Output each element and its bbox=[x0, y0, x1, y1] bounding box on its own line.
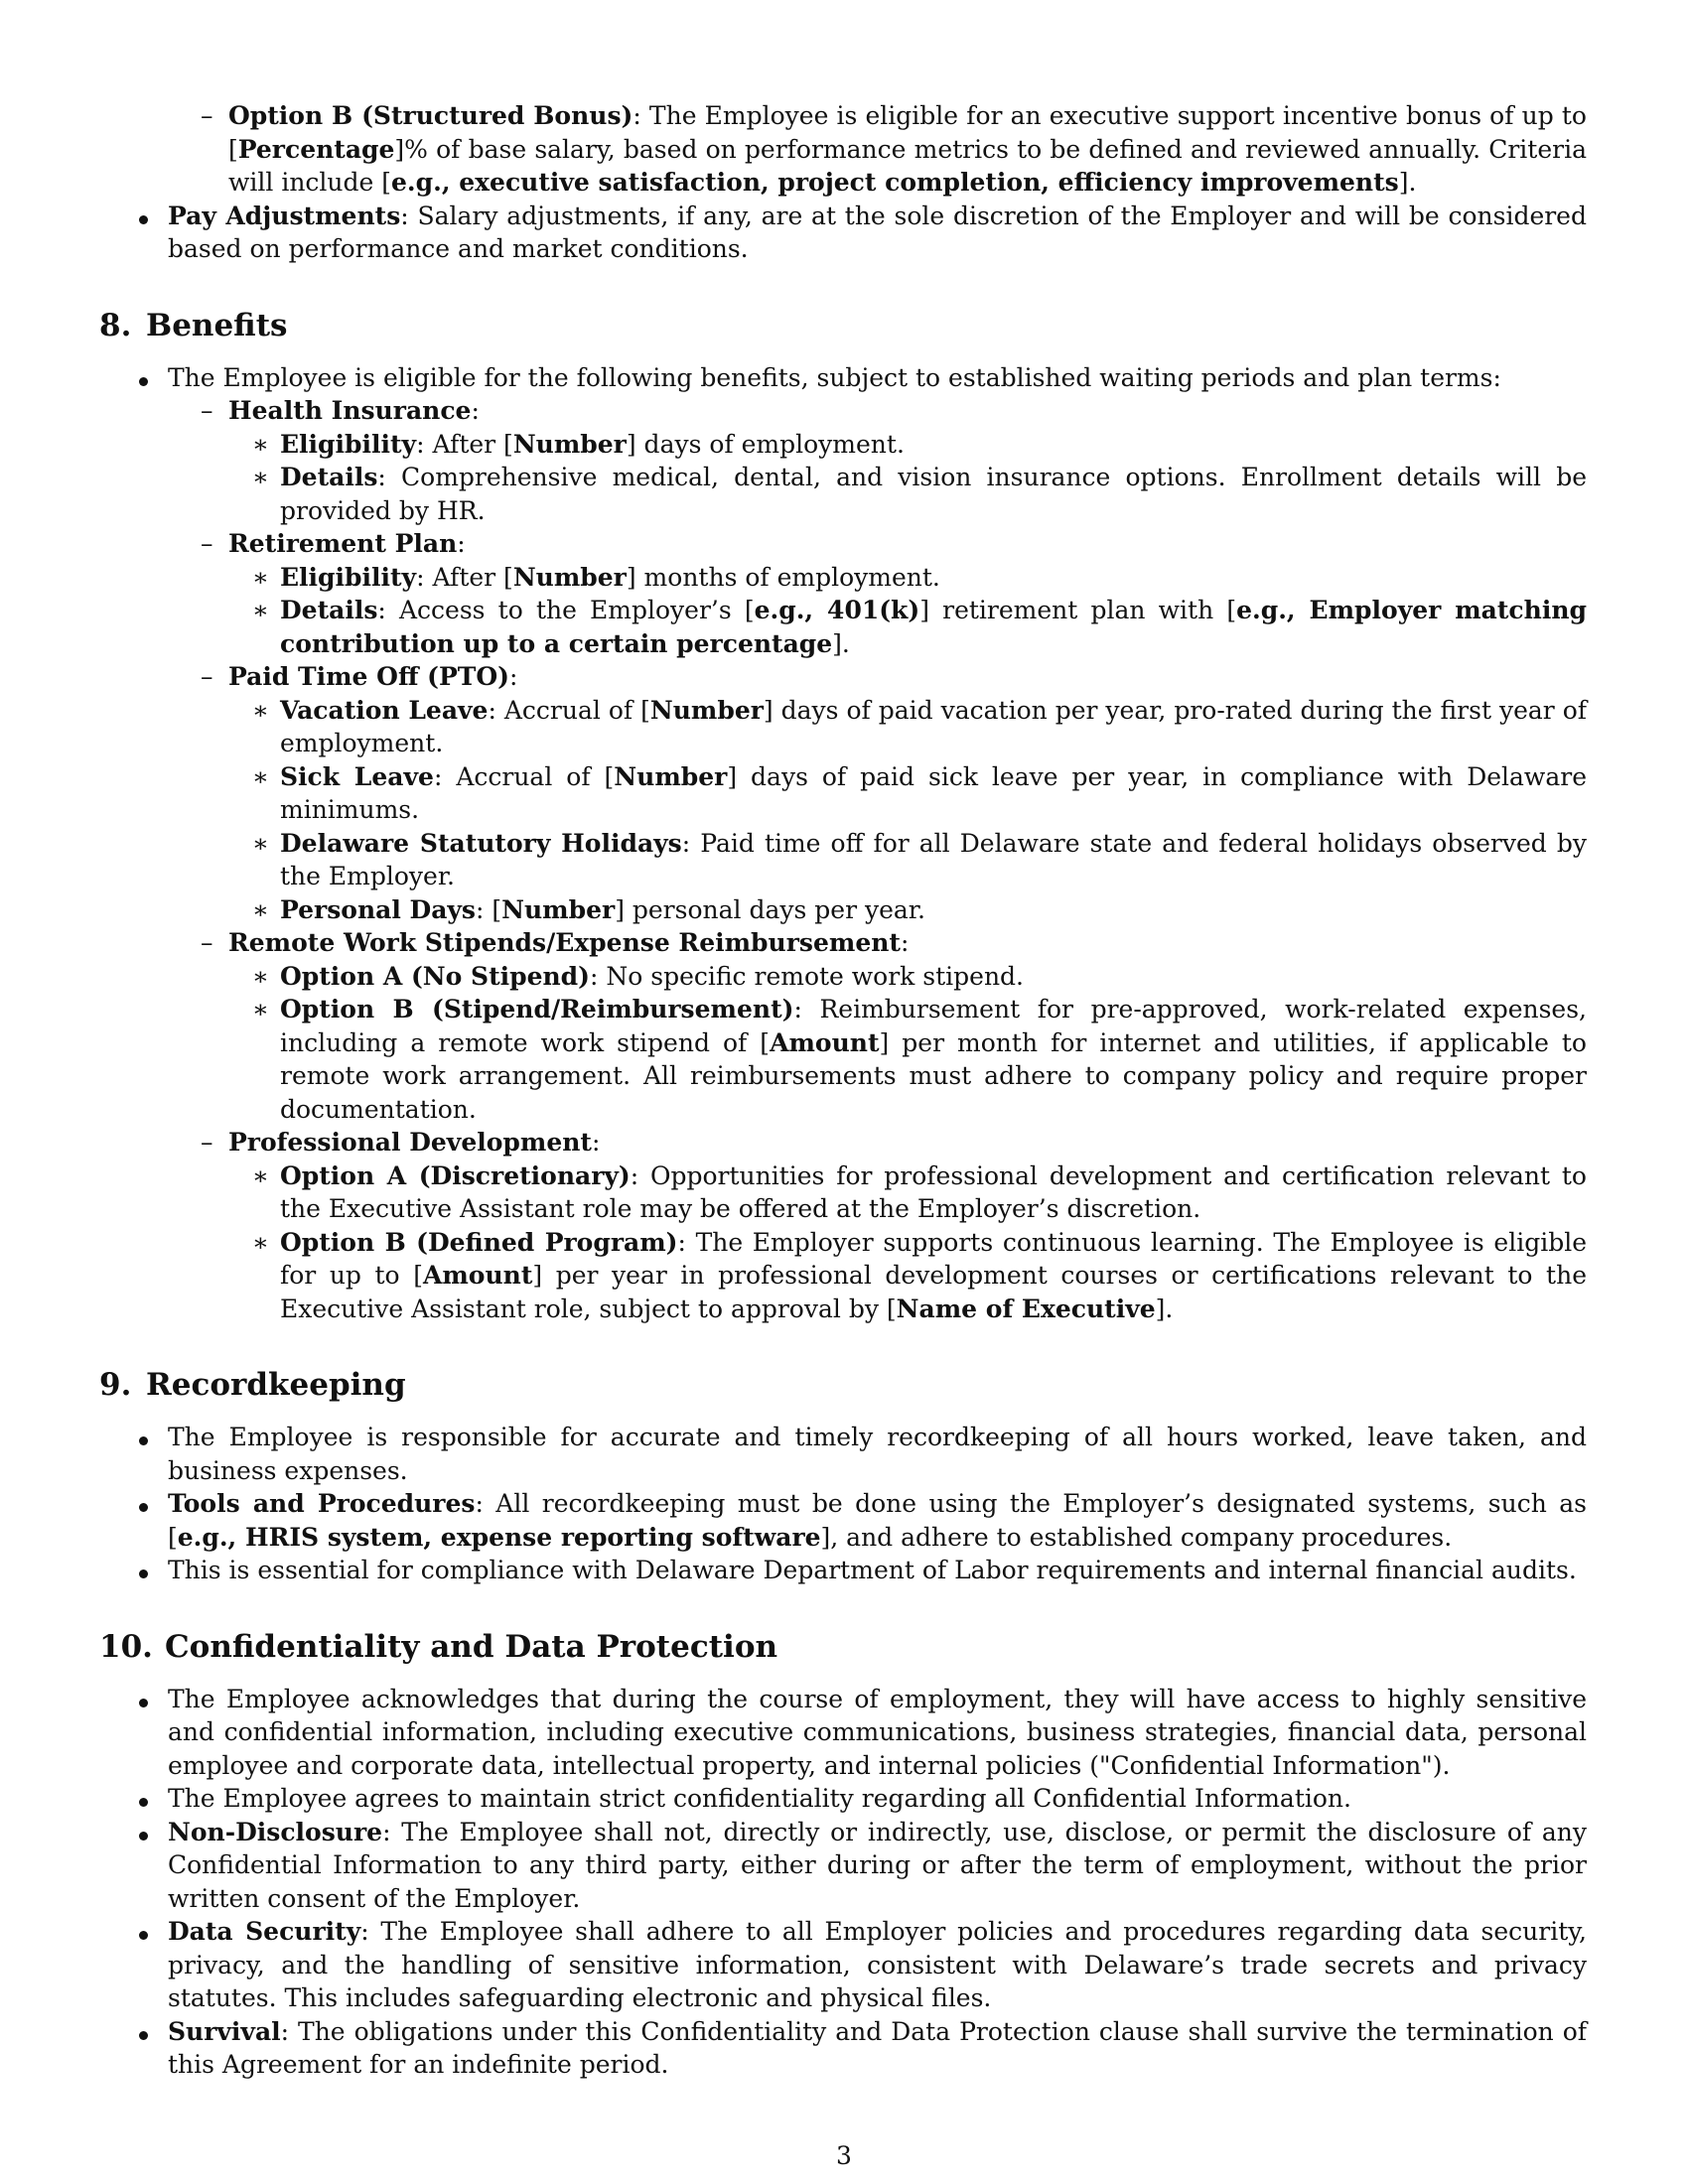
item-text: ] retirement plan with [ bbox=[919, 596, 1237, 624]
item-text: : The Employee is eligible for an executive support incentive bonus of up to [ bbox=[228, 101, 1587, 164]
asterisk-item bbox=[99, 827, 1587, 893]
bullet-marker bbox=[139, 1487, 148, 1521]
item-text: ] personal days per year. bbox=[615, 894, 925, 924]
placeholder-field: e.g., 401(k) bbox=[754, 596, 920, 624]
item-text: : Accrual of [ bbox=[488, 695, 650, 725]
item-label: Details bbox=[280, 596, 378, 624]
bullet-marker bbox=[139, 1782, 148, 1816]
asterisk-item bbox=[99, 428, 1587, 462]
placeholder-field: e.g., HRIS system, expense reporting software bbox=[177, 1522, 821, 1552]
item-label: Paid Time Off (PTO) bbox=[228, 662, 510, 691]
bullet-item bbox=[99, 1915, 1587, 2015]
item-label: Eligibility bbox=[280, 562, 417, 592]
dash-marker: – bbox=[201, 529, 213, 558]
placeholder-field: Number bbox=[512, 429, 627, 459]
section-heading bbox=[99, 1627, 1587, 1667]
asterisk-item bbox=[99, 694, 1587, 760]
item-text: The Employee is responsible for accurate and timely recordkeeping of all hours worked, leave taken, and business expenses. bbox=[168, 1423, 1587, 1485]
dash-marker: – bbox=[201, 101, 213, 130]
dash-item bbox=[99, 926, 1587, 960]
section-title: Benefits bbox=[146, 307, 288, 343]
bullet-item bbox=[99, 1683, 1587, 1783]
asterisk-marker: ∗ bbox=[252, 695, 269, 725]
bullet-marker bbox=[139, 1683, 148, 1716]
item-label: Retirement Plan bbox=[228, 529, 458, 558]
bullet-marker bbox=[139, 1421, 148, 1454]
asterisk-marker: ∗ bbox=[252, 562, 269, 592]
item-text: : All recordkeeping must be done using the Employer’s designated systems, such as [ bbox=[168, 1489, 1587, 1552]
placeholder-field: e.g., Employer matching contribution up to a certain percentage bbox=[280, 596, 1587, 658]
section-number: 8. bbox=[99, 307, 132, 343]
item-label: Tools and Procedures bbox=[168, 1489, 476, 1518]
item-text: : The Employee shall not, directly or indirectly, use, disclose, or permit the disclosure of any Confidential Information to any third party, either during or after the term of employment, without the prior written consent of the Employer. bbox=[168, 1817, 1587, 1913]
asterisk-marker: ∗ bbox=[252, 828, 269, 858]
bullet-marker bbox=[139, 2015, 148, 2049]
item-text: : Reimbursement for pre-approved, work-related expenses, including a remote work stipend of [ bbox=[280, 995, 1587, 1057]
bullet-marker bbox=[139, 1816, 148, 1849]
item-text: : Accrual of [ bbox=[433, 761, 615, 791]
item-text: : After [ bbox=[416, 429, 513, 459]
item-text: The Employee agrees to maintain strict confidentiality regarding all Confidential Information. bbox=[168, 1784, 1351, 1813]
bullet-item bbox=[99, 200, 1587, 266]
dash-item bbox=[99, 394, 1587, 428]
item-text: ]. bbox=[832, 628, 850, 658]
item-label: Option A (No Stipend) bbox=[280, 961, 590, 991]
asterisk-marker: ∗ bbox=[252, 429, 269, 459]
placeholder-field: Number bbox=[649, 695, 764, 725]
item-label: Option A (Discretionary) bbox=[280, 1160, 631, 1190]
dash-marker: – bbox=[201, 396, 213, 425]
placeholder-field: e.g., executive satisfaction, project completion, efficiency improvements bbox=[391, 168, 1399, 197]
item-label: Option B (Structured Bonus) bbox=[228, 101, 633, 130]
item-text: ] days of paid vacation per year, pro-rated during the first year of employment. bbox=[280, 695, 1587, 757]
item-text: : Paid time off for all Delaware state and federal holidays observed by the Employer. bbox=[280, 828, 1587, 890]
item-text: : bbox=[509, 662, 518, 691]
asterisk-marker: ∗ bbox=[252, 596, 269, 624]
bullet-item bbox=[99, 1554, 1587, 1587]
item-label: Data Security bbox=[168, 1917, 361, 1946]
asterisk-marker: ∗ bbox=[252, 761, 269, 791]
placeholder-field: Name of Executive bbox=[896, 1294, 1156, 1323]
asterisk-marker: ∗ bbox=[252, 463, 269, 491]
item-text: ] per year in professional development courses or certifications relevant to the Executive Assistant role, subject to approval by [ bbox=[280, 1261, 1587, 1323]
asterisk-marker: ∗ bbox=[252, 995, 269, 1024]
placeholder-field: Percentage bbox=[237, 134, 395, 164]
item-text: ]. bbox=[1155, 1294, 1174, 1323]
asterisk-item bbox=[99, 1226, 1587, 1326]
placeholder-field: Number bbox=[501, 894, 616, 924]
item-text: : bbox=[900, 928, 910, 957]
item-text: : The obligations under this Confidentiality and Data Protection clause shall survive the termination of this Agreement for an indefinite period. bbox=[168, 2016, 1587, 2079]
bullet-marker bbox=[139, 361, 148, 395]
dash-marker: – bbox=[201, 1128, 213, 1157]
section-title: Recordkeeping bbox=[146, 1367, 406, 1403]
item-text: : Salary adjustments, if any, are at the sole discretion of the Employer and will be considered based on performance and market conditions. bbox=[168, 201, 1587, 263]
asterisk-marker: ∗ bbox=[252, 1160, 269, 1190]
bullet-item bbox=[99, 1421, 1587, 1487]
item-label: Survival bbox=[168, 2016, 281, 2046]
asterisk-marker: ∗ bbox=[252, 1227, 269, 1257]
dash-marker: – bbox=[201, 928, 213, 957]
section-number: 10. bbox=[99, 1628, 153, 1665]
item-label: Option B (Stipend/Reimbursement) bbox=[280, 995, 794, 1024]
asterisk-item bbox=[99, 461, 1587, 527]
item-text: : After [ bbox=[416, 562, 513, 592]
bullet-item bbox=[99, 1782, 1587, 1816]
bullet-marker bbox=[139, 1554, 148, 1587]
asterisk-item bbox=[99, 960, 1587, 994]
item-text: : bbox=[457, 529, 466, 558]
section-number: 9. bbox=[99, 1367, 132, 1403]
document-content bbox=[99, 99, 1587, 2082]
dash-marker: – bbox=[201, 662, 213, 691]
section-heading bbox=[99, 306, 1587, 345]
dash-item bbox=[99, 660, 1587, 694]
item-text: The Employee acknowledges that during the course of employment, they will have access to highly sensitive and confidential information, including executive communications, business strategies, financial data, personal employee and corporate data, intellectual property, and internal policies ("Confidential Information"). bbox=[168, 1684, 1587, 1780]
item-text: ]. bbox=[1398, 168, 1417, 197]
dash-item bbox=[99, 527, 1587, 561]
bullet-item bbox=[99, 361, 1587, 395]
item-text: : bbox=[471, 396, 480, 425]
bullet-marker bbox=[139, 1915, 148, 1949]
page-number: 3 bbox=[836, 2141, 852, 2170]
bullet-item bbox=[99, 1816, 1587, 1916]
item-label: Non-Disclosure bbox=[168, 1817, 383, 1846]
asterisk-item bbox=[99, 760, 1587, 827]
item-text: ] per month for internet and utilities, if applicable to remote work arrangement. All reimbursements must adhere to company policy and require proper documentation. bbox=[280, 1027, 1587, 1124]
bullet-item bbox=[99, 1487, 1587, 1554]
item-label: Details bbox=[280, 463, 378, 491]
asterisk-item bbox=[99, 561, 1587, 595]
item-text: ]% of base salary, based on performance metrics to be defined and reviewed annually. Criteria will include [ bbox=[228, 134, 1587, 197]
item-label: Personal Days bbox=[280, 894, 477, 924]
item-text: ], and adhere to established company procedures. bbox=[820, 1522, 1453, 1552]
placeholder-field: Number bbox=[614, 761, 728, 791]
dash-item bbox=[99, 1126, 1587, 1160]
asterisk-marker: ∗ bbox=[252, 961, 269, 991]
asterisk-item bbox=[99, 993, 1587, 1126]
asterisk-marker: ∗ bbox=[252, 894, 269, 924]
asterisk-item bbox=[99, 1160, 1587, 1226]
item-label: Remote Work Stipends/Expense Reimbursement bbox=[228, 928, 901, 957]
bonus-continuation bbox=[99, 99, 1587, 266]
item-label: Sick Leave bbox=[280, 761, 434, 791]
item-text: ] months of employment. bbox=[626, 562, 940, 592]
item-label: Pay Adjustments bbox=[168, 201, 401, 230]
item-text: : Access to the Employer’s [ bbox=[377, 596, 755, 624]
item-text: The Employee is eligible for the following benefits, subject to established waiting periods and plan terms: bbox=[168, 362, 1501, 392]
item-label: Option B (Defined Program) bbox=[280, 1227, 678, 1257]
item-text: : No specific remote work stipend. bbox=[590, 961, 1024, 991]
item-label: Eligibility bbox=[280, 429, 417, 459]
sections-container bbox=[99, 306, 1587, 2082]
item-text: : Opportunities for professional development and certification relevant to the Executive Assistant role may be offered at the Employer’s discretion. bbox=[280, 1160, 1587, 1223]
asterisk-item bbox=[99, 594, 1587, 660]
item-label: Delaware Statutory Holidays bbox=[280, 828, 682, 858]
dash-item bbox=[99, 99, 1587, 200]
item-text: : [ bbox=[476, 894, 502, 924]
item-text: ] days of employment. bbox=[626, 429, 905, 459]
placeholder-field: Amount bbox=[770, 1027, 880, 1057]
item-label: Professional Development bbox=[228, 1128, 592, 1157]
item-text: : The Employee shall adhere to all Employer policies and procedures regarding data security, privacy, and the handling of sensitive information, consistent with Delaware’s trade secrets and privacy statutes. This includes safeguarding electronic and physical files. bbox=[168, 1917, 1587, 2012]
bullet-item bbox=[99, 2015, 1587, 2082]
placeholder-field: Number bbox=[512, 562, 627, 592]
item-text: : The Employer supports continuous learning. The Employee is eligible for up to [ bbox=[280, 1227, 1588, 1290]
item-text: : bbox=[591, 1128, 601, 1157]
asterisk-item bbox=[99, 893, 1587, 927]
placeholder-field: Amount bbox=[422, 1261, 533, 1290]
item-text: ] days of paid sick leave per year, in compliance with Delaware minimums. bbox=[280, 761, 1587, 824]
item-label: Health Insurance bbox=[228, 396, 472, 425]
section-heading bbox=[99, 1365, 1587, 1405]
section-title: Confidentiality and Data Protection bbox=[165, 1628, 778, 1665]
item-text: This is essential for compliance with Delaware Department of Labor requirements and internal financial audits. bbox=[168, 1556, 1577, 1584]
bullet-marker bbox=[139, 200, 148, 233]
item-label: Vacation Leave bbox=[280, 695, 489, 725]
item-text: : Comprehensive medical, dental, and vision insurance options. Enrollment details will be provided by HR. bbox=[280, 463, 1587, 525]
